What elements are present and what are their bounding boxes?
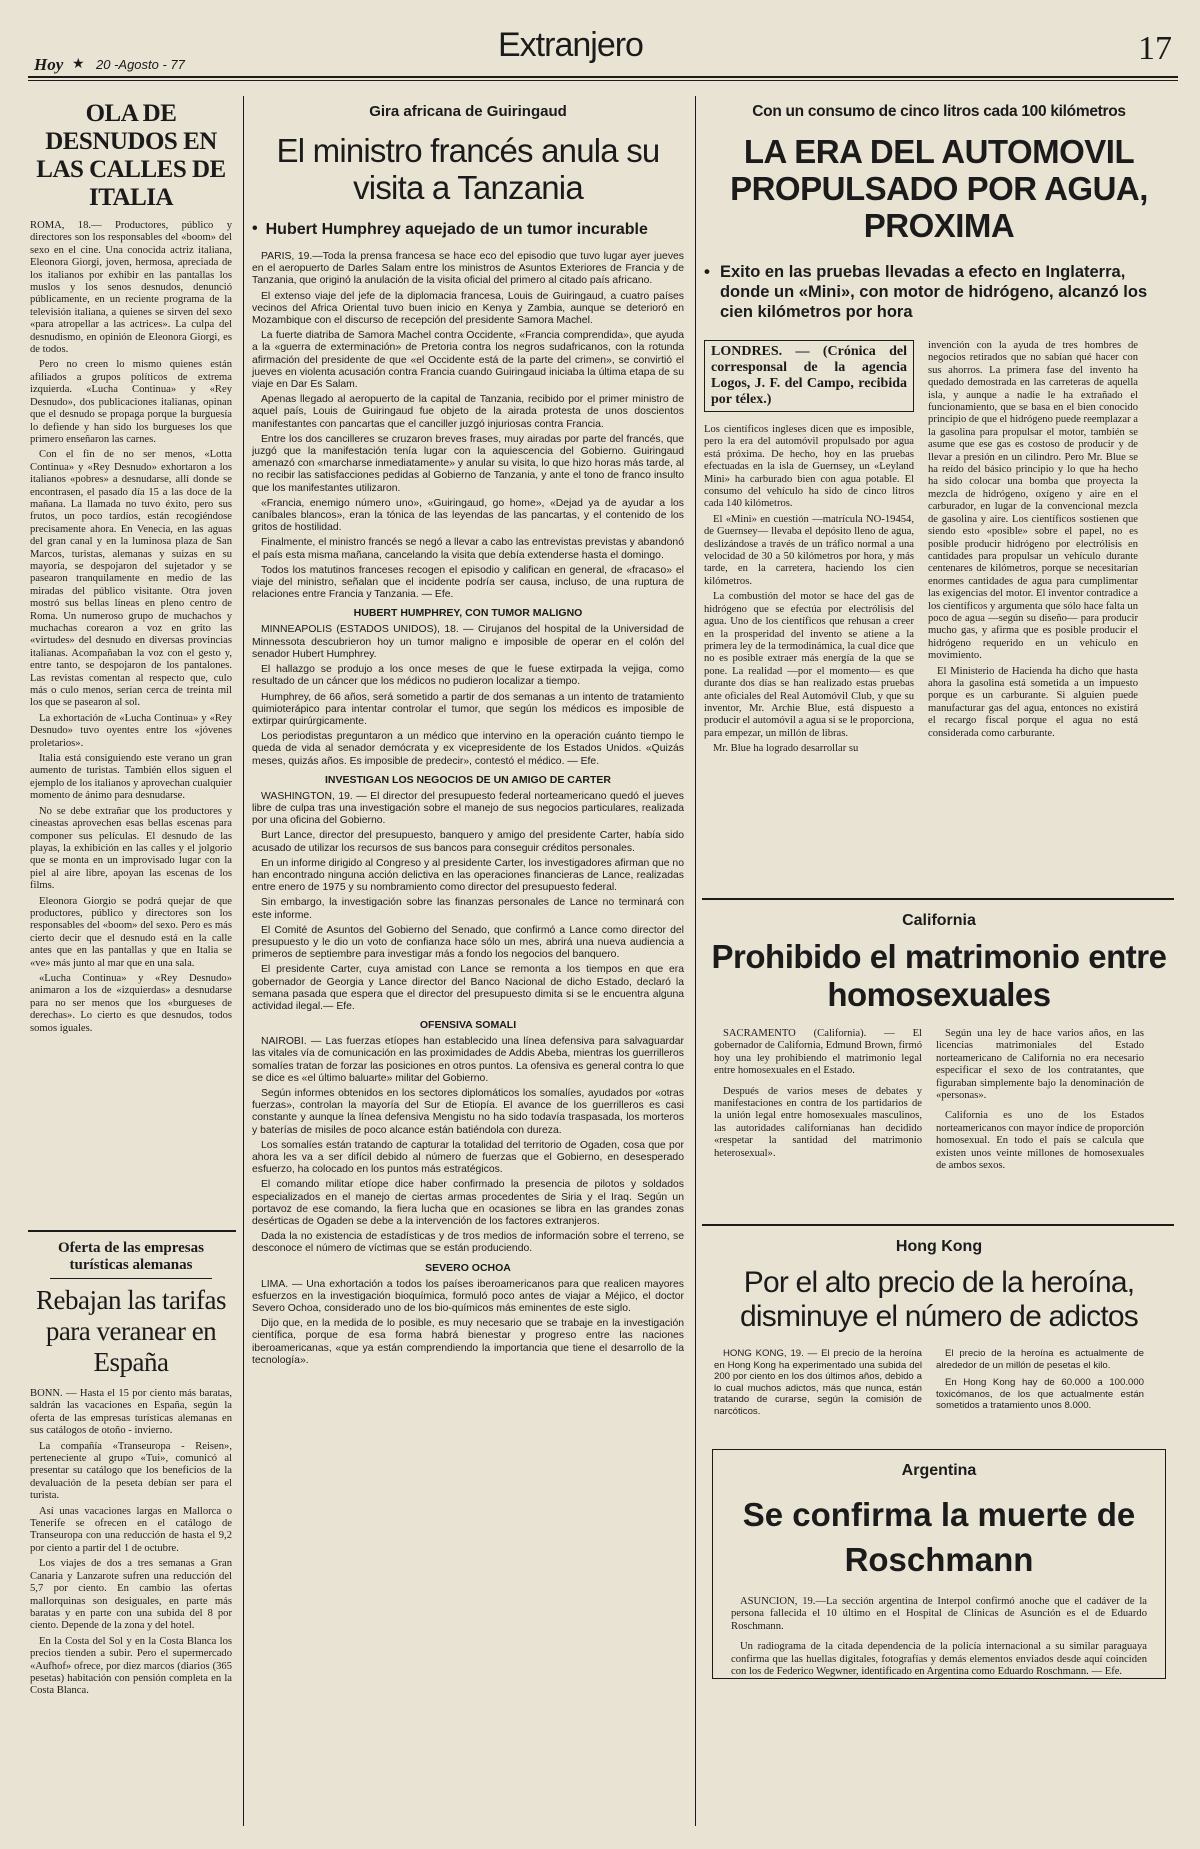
paragraph: Los somalíes están tratando de capturar la totalidad del territorio de Ogaden, cosa que por ahora les va a ser difícil debido al número de fuerzas que el Gobierno, en desesperado esfuerzo, ha colocado en los puntos más estratégicos. [252,1139,684,1176]
paragraph: Italia está consiguiendo este verano un gran aumento de turistas. También ellos siguen el ejemplo de los italianos y aprovechan cualquier momento de ánimo para desnudarse. [30,753,232,802]
paragraph: Dada la no existencia de estadísticas y de tros medios de información sobre el terreno, se desconoce el número de víctimas que se están produciendo. [252,1231,684,1255]
paragraph: «Francia, enemigo número uno», «Guiringaud, go home», «Dejad ya de ayudar a los caníbales blancos», eran la tónica de las leyendas de las pancartas, y el contenido de los gritos de hostilidad. [252,497,684,534]
column-b [928,340,1138,759]
bullet-icon: • [252,220,258,237]
paragraph: No se debe extrañar que los productores y cineastas aprovechen esas bellas escenas para componer sus películas. El desnudo de las playas, la exhibición en las calles y el jolgorio que se monta en un improvisado lugar con la piel al aire libre, apoyan las escenas de los films. [30,805,232,892]
paragraph: La exhortación de «Lucha Continua» y «Rey Desnudo» tuvo oyentes entre los «jóvenes proletarios». [30,712,232,749]
subheading: HUBERT HUMPHREY, CON TUMOR MALIGNO [353,607,583,620]
headline: Rebajan las tarifas para veranear en España [36,1285,226,1377]
page-number: 17 [1138,30,1172,67]
paragraph: En Hong Kong hay de 60.000 a 100.000 toxicómanos, de los que actualmente están sometidos a tratamiento unos 8.000. [936,1377,1144,1412]
paragraph: Sin embargo, la investigación sobre las finanzas personales de Lance no terminará con este informe. [252,897,684,921]
headline: Prohibido el matrimonio entre homosexuales [711,938,1167,1013]
kicker: Argentina [901,1462,977,1479]
newspaper-logo: Hoy [34,55,64,74]
paragraph: Eleonora Giorgio se podrá quejar de que productores, público y directores son los responsables del «boom» del sexo. Pero es más cierto decir que el desnudo está en la calle antes que en las pantallas y que en Italia se «ve» más junto al mar que en una sala. [30,895,232,969]
article-separator [702,1224,1174,1226]
headline: Por el alto precio de la heroína, disminuye el número de adictos [740,1266,1138,1333]
paragraph: BONN. — Hasta el 15 por ciento más baratas, saldrán las vacaciones en España, según la oferta de las empresas turísticas alemanas en sus catálogos de otoño - invierno. [30,1388,232,1437]
paragraph: Mr. Blue ha logrado desarrollar su [713,743,859,755]
subheading: SEVERO OCHOA [425,1261,511,1274]
paragraph: Según informes obtenidos en los sectores diplomáticos los somalíes, ayudados por «otras fuerzas», controlan la mayoría del Sur de Etiopía. El avance de los guerrilleros es casi constante y aunque la línea defensiva Mengistu no ha sido todavía traspasada, los morteros y baterías de misiles de poco alcance están batiéndola con dureza. [252,1087,684,1136]
paragraph: En un informe dirigido al Congreso y al presidente Carter, los investigadores afirman que no han encontrado ninguna acción delictiva en las operaciones financieras de Lance, realizadas entre enero de 1975 y su nombramiento como director del presupuesto federal. [252,857,684,894]
header-rule-thin [28,80,1178,81]
article-automovil-agua [704,103,1174,759]
article-rebajan-tarifas [30,1240,232,1701]
kicker: Oferta de las empresas turísticas alemanas [58,1240,204,1273]
article-tanzania [252,103,684,1370]
column-a [714,1028,922,1175]
article-california [704,912,1174,1175]
deck-text: Hubert Humphrey aquejado de un tumor incurable [265,221,648,238]
paragraph: Todos los matutinos franceses recogen el episodio y califican en general, de «fracaso» el viaje del ministro, señalan que el incidente podría ser causa, incluso, de una ruptura de relaciones entre Francia y Tanzania. — Efe. [252,564,684,601]
section-title: Extranjero [498,26,643,64]
paragraph: «Lucha Continua» y «Rey Desnudo» animaron a los de «izquierdas» a desnudarse para no ser menos que los «burgueses de derechas». Lo cierto es que desnudos, todos somos iguales. [30,972,232,1034]
page-header [28,0,1178,82]
subheading: OFENSIVA SOMALI [419,1019,517,1032]
article-separator [28,1230,236,1232]
paragraph: En la Costa del Sol y en la Costa Blanca los precios tienden a subir. Pero el supermercado «Aufhof» ofrece, por diez marcos (diarios (365 pesetas) habitación con pensión completa en la Costa Blanca. [30,1635,232,1697]
paragraph: HONG KONG, 19. — El precio de la heroína en Hong Kong ha experimentado una subida del 200 por ciento en los dos últimos años, debido a lo cual muchos adictos, más que nunca, están tratando de curarse, según la comisión de narcóticos. [714,1348,922,1417]
paragraph: Después de varios meses de debates y manifestaciones en contra de los partidarios de la unión legal entre homosexuales masculinos, las autoridades californianas han decidido «respetar la santidad del matrimonio heterosexual». [714,1085,922,1159]
deck [704,262,1166,322]
paragraph: Entre los dos cancilleres se cruzaron breves frases, muy airadas por parte del francés, que juzgó que la manifestación tenía lugar con la aquiescencia del Gobierno. Guiringaud amenazó con «marcharse inmediatamente» y anular su visita, lo que hizo horas más tarde, al no recibir las satisfacciones pedidas al Gobierno de Tanzania, y ante el tono de franco insulto que los manifestantes utilizaron. [252,433,684,494]
paragraph: Con el fin de no ser menos, «Lotta Continua» y «Rey Desnudo» exhortaron a los italianos «pobres» a desnudarse, allí donde se encontrasen, el pasado día 15 a las doce de la mañana. La llamada no tuvo éxito, pero sus frutos, un poco tardíos, están recogiéndose precisamente ahora. En Venecia, en las aguas del gran canal y en la luminosa plaza de San Marcos, turistas, alemanas y suizas en su mayoría, se despojaron del sujetador y se pasearon tranquilamente en medio de las miradas del público visitante. Otra joven mostró sus bellas líneas en pleno centro de Roma. Un numeroso grupo de muchachos y muchachas corearon a voz en grito las «virtudes» del desnudo en diversas provincias italianas. Acompañaban la voz con el gesto y, entre tanto, se despojaron de los pantalones. Las revistas comentan al respecto que, culo más o culo menos, serían cerca de treinta mil los que se pasearon al sol. [30,449,232,709]
column-divider [243,96,244,1826]
paragraph: LIMA. — Una exhortación a todos los países iberoamericanos para que realicen mayores esfuerzos en la investigación bioquímica, formuló poco antes de viajar a Méjico, el doctor Severo Ochoa, considerado uno de los bio-químicos más eminentes de este siglo. [252,1278,684,1315]
header-rule [28,76,1178,78]
paragraph: PARIS, 19.—Toda la prensa francesa se hace eco del episodio que tuvo lugar ayer jueves en el aeropuerto de Darles Salam entre los ministros de Asuntos Exteriores de Francia y de Tanzania, que originó la anulación de la visita oficial del primero al citado país africano. [252,251,684,287]
paragraph: Dijo que, en la medida de lo posible, es muy necesario que se trabaje en la investigación científica, porque de esa forma habrá bienestar y progreso entre las naciones iberoamericanas, «que ya están comprendiendo la importancia que tiene el desarrollo de la tecnología». [252,1318,684,1366]
paragraph: Los científicos ingleses dicen que es imposible, pero la era del automóvil propulsado por agua está próxima. De hecho, hoy en las pruebas efectuadas en la isla de Guernsey, un «Leyland Mini» ha carburado bien con agua potable. El consumo del vehículo ha sido de cinco litros cada 140 kilómetros. [704,424,914,510]
headline: Se confirma la muerte de Roschmann [742,1496,1136,1578]
column-divider [695,96,696,1826]
paragraph: WASHINGTON, 19. — El director del presupuesto federal norteamericano quedó el jueves libre de culpa tras una investigación sobre el manejo de sus negocios particulares, realizada por una oficina del Gobierno. [252,790,684,827]
paragraph: Así unas vacaciones largas en Mallorca o Tenerife se ofrecen en el catálogo de Transeuropa con una reducción de hasta el 9,2 por ciento a partir del 1 de octubre. [30,1505,232,1554]
paragraph: La combustión del motor se hace del gas de hidrógeno que se efectúa por electrólisis del agua. Uno de los científicos que rehusan a creer en la prosperidad del invento se atiene a la primera ley de la termodinámica, la cual dice que no es posible extraer más energía de la que se pone. La realidad —por el momento— es que durante dos días se han realizado estas pruebas ante oficiales del Real Automóvil Club, y que su inventor, Mr. Archie Blue, está dispuesto a producir el automóvil a agua si se le proporciona, para empezar, un millón de libras. [704,591,914,739]
paragraph: El Ministerio de Hacienda ha dicho que hasta ahora la gasolina está sometida a un impuesto porque es un carburante. Si alguien puede manufacturar gas del agua, entonces no existirá el recargo fiscal porque el agua no está considerada como carburante. [928,665,1138,739]
column-b [936,1028,1144,1175]
dateline-box: LONDRES. — (Crónica del corresponsal de la agencia Logos, J. F. del Campo, recibida por télex.) [704,340,914,412]
deck-text: Exito en las pruebas llevadas a efecto en Inglaterra, donde un «Mini», con motor de hidrógeno, alcanzó los cien kilómetros por hora [719,263,1148,321]
paragraph: ASUNCION, 19.—La sección argentina de Interpol confirmó anoche que el cadáver de la persona fallecida el 10 último en el Hospital de Clínicas de Asunción es el de Eduardo Roschmann. [731,1596,1147,1632]
bullet-icon: • [704,262,710,281]
paragraph: La fuerte diatriba de Samora Machel contra Occidente, «Francia comprendida», que ayuda a la «guerra de exterminación» de Pretoria contra los negros sudafricanos, con la rotunda afirmación del presidente de que «el Occidente está de la parte del crimen», se convirtió el jueves en violenta acusación contra Francia cuando Guiringaud iniciaba la última etapa de su viaje en Dar Es Salam. [252,330,684,391]
paragraph: MINNEAPOLIS (ESTADOS UNIDOS), 18. — Cirujanos del hospital de la Universidad de Minnessota descubrieron hoy un tumor maligno e imposible de operar en el colón del senador Hubert Humphrey. [252,624,684,660]
kicker: Hong Kong [895,1238,983,1255]
article-separator [702,898,1174,900]
paragraph: Burt Lance, director del presupuesto, banquero y amigo del presidente Carter, había sido acusado de utilizar los recursos de sus bancos para conseguir créditos personales. [252,830,684,854]
subheading: INVESTIGAN LOS NEGOCIOS DE UN AMIGO DE CARTER [324,773,612,786]
paragraph: El presidente Carter, cuya amistad con Lance se remonta a los tiempos en que era gobernador de Georgia y Lance director del Banco Nacional de dicho Estado, declaró la semana pasada que espera que el director del presupuesto dimita si se le encuentra alguna actividad ilegal.— Efe. [252,964,684,1012]
paragraph: invención con la ayuda de tres hombres de negocios retirados que no sabían qué hacer con sus ahorros. La primera fase del invento ha quedado demostrada en las carreteras de aquella isla, y aunque a nadie le ha extrañado el funcionamiento, que se basa en el bien conocido principio de que el hidrógeno puede reemplazar a la gasolina para propulsar el motor, también se asume que ese gas es costoso de producir y de llevar a presión en un cilindro. Pero Mr. Blue se ha reído del básico principio y lo que ha hecho ha sido colocar una bomba que proyecta la mezcla de hidrógeno, oxígeno y aire en el carburador, en lugar de la convencional mezcla de gasolina y aire. Los científicos sostienen que siendo esto «posible» sobre el papel, no es posible producir hidrógeno por electrólisis en cantidades para propulsar un vehículo durante centenares de kilómetros, porque se necesitarían enormes cantidades de agua para cumplimentar las exigencias del motor. El inventor contradice a los científicos y argumenta que sólo hace falta un poco de agua —según su diseño— para producir mucho gas, y afirma que es posible producir el hidrógeno requerido en un vehículo en movimiento. [928,340,1138,662]
paragraph: El extenso viaje del jefe de la diplomacia francesa, Louis de Guiringaud, a cuatro países vecinos del Africa Oriental tuvo buen inicio en Kenya y Zambia, aunque se deterioró en Mozambique con el discurso de recepción del presidente Samora Machel. [252,290,684,327]
paragraph: El «Mini» en cuestión —matrícula NO-19454, de Guernsey— llevaba el depósito lleno de agua, deslizándose a través de un tráfico normal a una velocidad de 30 a 50 kilómetros por hora, y más tarde, en la carretera, haciendo los cien kilómetros. [704,513,914,587]
kicker-rule [50,1278,212,1279]
paragraph: Humphrey, de 66 años, será sometido a partir de dos semanas a un intento de tratamiento quimioterápico para intentar controlar el tumor, que según los médicos es imposible de extirpar quirúrgicamente. [252,691,684,727]
headline: El ministro francés anula su visita a Tanzania [276,132,660,206]
kicker: Gira africana de Guiringaud [369,103,567,120]
paragraph: Los periodistas preguntaron a un médico que intervino en la operación cuánto tiempo le queda de vida al senador demócrata y ex vicepresidente de los Estados Unidos. «Quizás meses, quizás años. Es imposible de predecir», contestó el médico. — Efe. [252,731,684,767]
paragraph: California es uno de los Estados norteamericanos con mayor índice de proporción homosexual. En todo el país se calcula que existen unos veinte millones de homosexuales de ambos sexos. [936,1110,1144,1172]
column-a [714,1348,922,1421]
paragraph: El Comité de Asuntos del Gobierno del Senado, que confirmó a Lance como director del presupuesto y le dio un voto de confianza hace sólo un mes, abrirá una nueva audiencia a primeros de septiembre para investigar más a fondo los negocios del banquero. [252,924,684,961]
article-ola-desnudos [30,100,232,1038]
paragraph: El comando militar etíope dice haber confirmado la presencia de pilotos y soldados especializados en el manejo de ciertas armas procedentes de Siria y el Iraq. Según un portavoz de ese comando, la fiera lucha que en ocasiones se libra en las grandes zonas desérticas de Ogaden se debe a la intervención de los factores extranjeros. [252,1179,684,1228]
paragraph: ROMA, 18.— Productores, público y directores son los responsables del «boom» del sexo en el cine. Una conocida actriz italiana, Eleonora Giorgi, joven, hermosa, apreciada de los italianos por exhibir en las pantallas los muslos y los senos desnudos, denunció públicamente, en un reciente programa de la televisión italiana, a quienes se sirven del sexo «para atropellar a las actrices». La culpa del desnudismo, en opinión de Eleonora Giorgi, es de todos. [30,220,232,356]
column-a [704,340,914,759]
column-b [936,1348,1144,1421]
paragraph: Apenas llegado al aeropuerto de la capital de Tanzania, recibido por el primer ministro de aquel país, Louis de Guiringaud fue objeto de la airada protesta de unos doscientos manifestantes con pancartas que el canciller juzgó injuriosas contra Francia. [252,394,684,430]
article-hong-kong [704,1238,1174,1421]
paragraph: Pero no creen lo mismo quienes están afiliados a grupos políticos de extrema izquierda. «Lucha Continua» y «Rey Desnudo», dos publicaciones italianas, opinan que el desnudo se propaga porque la burguesía lo defiende y han sido los burgueses los que primero enseñaron las carnes. [30,359,232,445]
paragraph: Según una ley de hace varios años, en las licencias matrimoniales del Estado norteamericano de California no era necesario especificar el sexo de los contratantes, que figuraban simplemente bajo la denominación de «personas». [936,1028,1144,1102]
kicker: California [902,912,976,929]
issue-date: 20 -Agosto - 77 [96,57,185,72]
paragraph: El hallazgo se produjo a los once meses de que le fuese extirpada la vejiga, como resultado de un cáncer que los médicos no pudieron localizar a tiempo. [252,664,684,688]
paragraph: Finalmente, el ministro francés se negó a llevar a cabo las entrevistas previstas y abandonó el país esta misma mañana, cancelando la visita que debía extenderse hasta el domingo. [252,537,684,561]
paragraph: Los viajes de dos a tres semanas a Gran Canaria y Lanzarote sufren una reducción del 5,7 por ciento. En cambio las ofertas mallorquinas son desiguales, en parte más baratas y en parte con una subida del 8 por ciento. Depende de la zona y del hotel. [30,1558,232,1632]
article-argentina [712,1449,1166,1679]
deck [252,220,674,239]
headline: LA ERA DEL AUTOMOVIL PROPULSADO POR AGUA, PROXIMA [730,133,1148,244]
paragraph: Un radiograma de la citada dependencia de la policía internacional a su similar paraguaya confirma que las huellas digitales, fotografías y demás elementos enviados desde aquí coinciden con los de Federico Wegwner, identificado en Argentina como Eduardo Roschmann. — Efe. [731,1641,1147,1678]
paragraph: SACRAMENTO (California). — El gobernador de California, Edmund Brown, firmó hoy una ley prohibiendo el matrimonio legal entre homosexuales en el Estado. [714,1028,923,1077]
headline: OLA DE DESNUDOS EN LAS CALLES DE ITALIA [36,100,226,211]
star-icon: ★ [72,57,85,72]
paragraph: El precio de la heroína es actualmente de alrededor de un millón de pesetas el kilo. [936,1348,1144,1371]
paragraph: NAIROBI. — Las fuerzas etíopes han establecido una línea defensiva para salvaguardar las vitales vía de comunicación en las proximidades de Addis Abeba, mientras los guerrilleros somalíes tratan de forzar las posiciones en otros puntos. La ofensiva es general contra lo que se dice es «el último baluarte» militar del Gobierno. [252,1036,684,1084]
paragraph: La compañía «Transeuropa - Reisen», perteneciente al grupo «Tui», comunicó al presentar su catálogo que los beneficios de la devaluación de la peseta debían ser para el turista. [30,1440,232,1502]
kicker: Con un consumo de cinco litros cada 100 kilómetros [752,103,1126,120]
